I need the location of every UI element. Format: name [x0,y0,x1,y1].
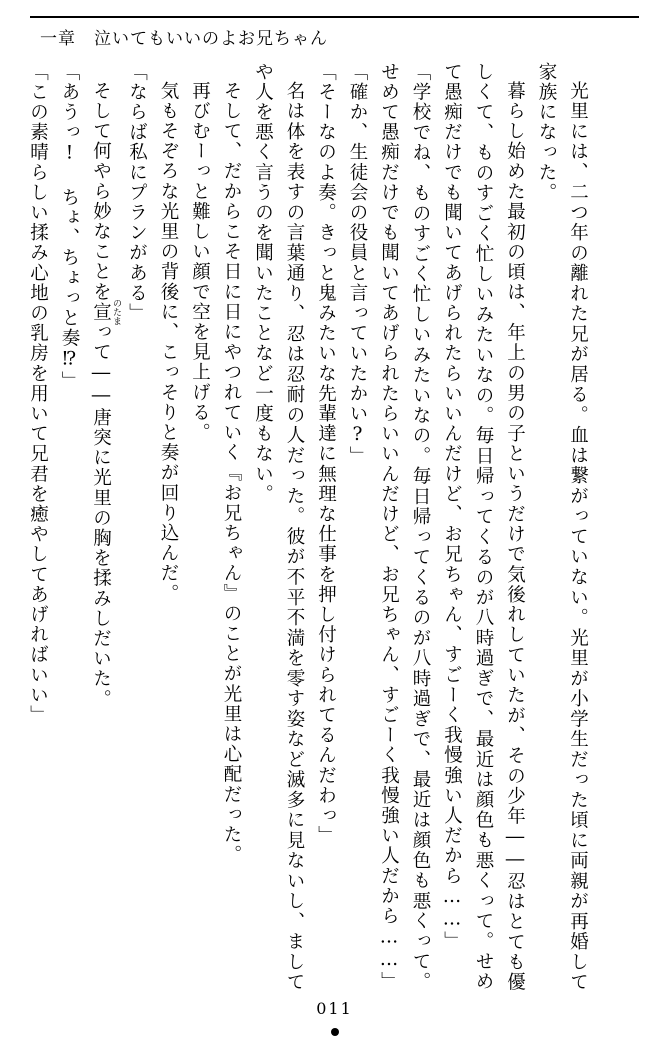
paragraph: 「ならば私にプランがある」 [126,62,148,324]
paragraph: 光里には、二つ年の離れた兄が居る。血は繋がっていない。光里が小学生だった頃に両親が再婚して家族になった。 [536,62,589,992]
chapter-number: 一章 [40,29,76,49]
paragraph: そして、だからこそ日に日にやつれていく『お兄ちゃん』のことが光里は心配だった。 [221,80,242,865]
ruby-annotation: 宣 のたま [90,298,121,326]
paragraph-ruby-text: そして何やら妙なことを宣 のたまって――唐突に光里の胸を揉みしだいた。 [90,80,121,709]
page-body [22,62,647,992]
paragraph: 「そーなのよ奏。きっと鬼みたいな先輩達に無理な仕事を押し付けられてるんだわっ」 [315,62,337,846]
running-head [40,24,328,49]
paragraph-with-ruby [85,62,121,992]
header-divider [30,16,639,18]
paragraph: 「この素晴らしい揉み心地の乳房を用いて兄君を癒やしてあげればいい」 [27,62,49,726]
page-number: 011 [316,999,353,1018]
paragraph: 再びむーっと難しい顔で空を見上げる。 [189,80,211,443]
vertical-text-column [22,62,594,992]
paragraph: 「あうっ! ちょ、ちょっと奏⁉」 [59,62,80,392]
paragraph: 「確か、生徒会の役員と言っていたかい?」 [347,62,368,467]
paragraph: 名は体を表すの言葉通り、忍は忍耐の人だった。彼が不平不満を零す姿など滅多に見ないし、ましてや人を悪く言うのを聞いたことなど一度もない。 [252,62,305,992]
paragraph: 気もそぞろな光里の背後に、こっそりと奏が回り込んだ。 [158,80,179,604]
page-header [0,16,669,56]
paragraph: 暮らし始めた最初の頃は、年上の男の子というだけで気後れしていたが、その少年――忍はとても優しくて、ものすごく忙しいみたいなの。毎日帰ってくるのが八時過ぎで、最近は顔色も悪くって。せめて愚痴だけでも聞いてあげられたらいいんだけど、お兄ちゃん、すごーく我慢強い人だから……」 [441,62,526,992]
chapter-title: 泣いてもいいのよお兄ちゃん [94,29,328,49]
paragraph: 「学校でね、ものすごく忙しいみたいなの。毎日帰ってくるのが八時過ぎで、最近は顔色も悪くって。せめて愚痴だけでも聞いてあげられたらいいんだけど、お兄ちゃん、すごーく我慢強い人だから……」 [378,62,431,992]
page-footer [0,990,669,1050]
footer-dot-ornament [331,1028,339,1036]
